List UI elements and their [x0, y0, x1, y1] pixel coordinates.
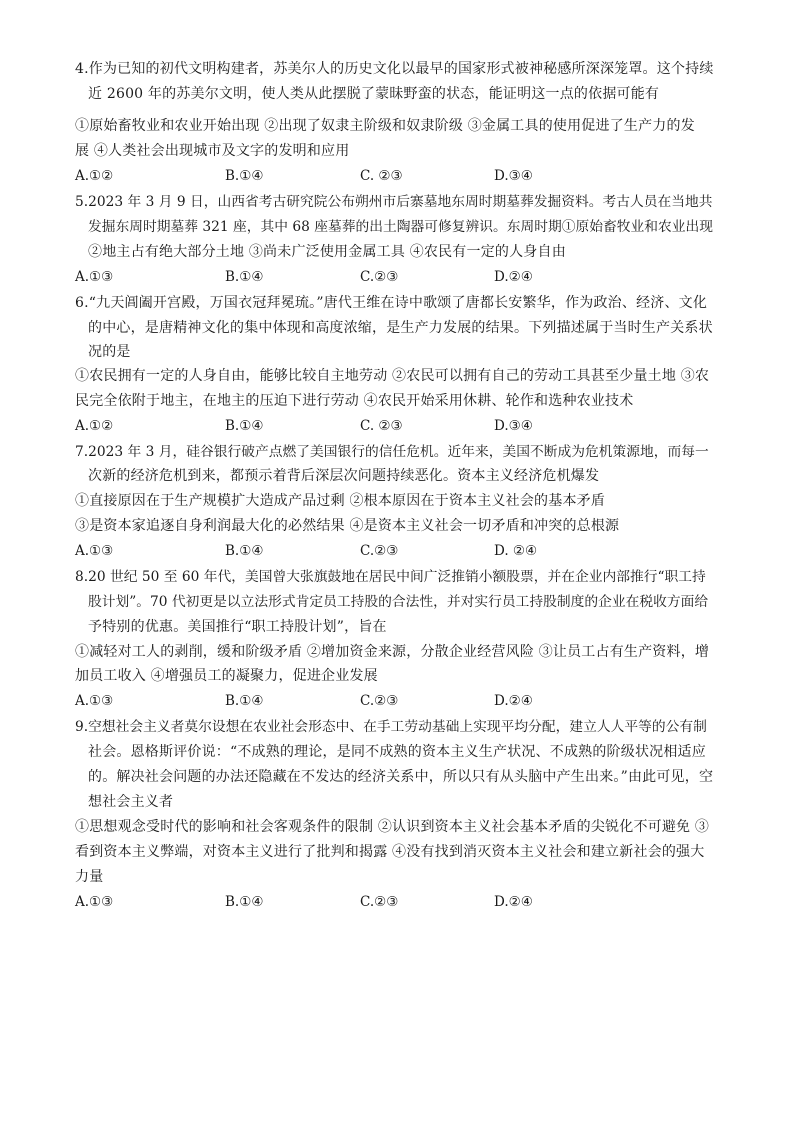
- question-item-line: 看到资本主义弊端，对资本主义进行了批判和揭露 ④没有找到消灭资本主义社会和建立新社会的强大: [75, 844, 705, 860]
- question-item-line: ①农民拥有一定的人身自由，能够比较自主地劳动 ②农民可以拥有自己的劳动工具甚至少量土地 ③农: [75, 368, 710, 384]
- option-d: D. ②④: [494, 543, 538, 559]
- question-stem-line: 予特别的优惠。美国推行“职工持股计划”，旨在: [88, 619, 387, 635]
- option-a: A.①②: [75, 418, 114, 434]
- option-a: A.①③: [75, 894, 114, 910]
- question-stem-line: 近 2600 年的苏美尔文明，使人类从此摆脱了蒙昧野蛮的状态，能证明这一点的依据可能有: [88, 86, 660, 102]
- question-stem-line: 4.作为已知的初代文明构建者，苏美尔人的历史文化以最早的国家形式被神秘感所深深笼罩。这个持续: [75, 61, 714, 77]
- question-item-line: ①减轻对工人的剥削，缓和阶级矛盾 ②增加资金来源，分散企业经营风险 ③让员工占有生产资料，增: [75, 644, 710, 660]
- question-stem-line: 9.空想社会主义者莫尔设想在农业社会形态中、在手工劳动基础上实现平均分配，建立人人平等的公有制: [75, 719, 707, 735]
- question-stem-line: 的。解决社会问题的办法还隐藏在不发达的经济关系中，所以只有从头脑中产生出来。”由此可见，空: [88, 769, 714, 785]
- option-d: D.②④: [494, 269, 533, 285]
- option-d: D.②④: [494, 693, 533, 709]
- option-a: A.①③: [75, 543, 114, 559]
- question-item-line: ①原始畜牧业和农业开始出现 ②出现了奴隶主阶级和奴隶阶级 ③金属工具的使用促进了生产力的发: [75, 118, 695, 134]
- option-c: C. ②③: [360, 168, 403, 184]
- question-item-line: 加员工收入 ④增强员工的凝聚力，促进企业发展: [75, 668, 378, 684]
- option-c: C.②③: [360, 269, 399, 285]
- option-c: C. ②③: [360, 418, 403, 434]
- option-a: A.①③: [75, 693, 114, 709]
- question-item-line: 展 ④人类社会出现城市及文字的发明和应用: [75, 143, 350, 159]
- option-a: A.①②: [75, 168, 114, 184]
- option-d: D.②④: [494, 894, 533, 910]
- option-b: B.①④: [225, 543, 264, 559]
- option-c: C.②③: [360, 543, 399, 559]
- question-stem-line: 的中心，是唐精神文化的集中体现和高度浓缩，是生产力发展的结果。下列描述属于当时生产关系状: [88, 320, 713, 336]
- question-stem-line: 社会。恩格斯评价说：“不成熟的理论，是同不成熟的资本主义生产状况、不成熟的阶级状况相适应: [88, 744, 706, 760]
- question-stem-line: ②地主占有绝大部分土地 ③尚未广泛使用金属工具 ④农民有一定的人身自由: [88, 244, 566, 260]
- option-b: B.①④: [225, 418, 264, 434]
- option-b: B.①④: [225, 693, 264, 709]
- question-stem-line: 发掘东周时期墓葬 321 座，其中 68 座墓葬的出土陶器可修复辨识。东周时期①原始畜牧业和农业出现: [88, 219, 713, 235]
- option-c: C.②③: [360, 894, 399, 910]
- option-b: B.①④: [225, 894, 264, 910]
- question-stem-line: 8.20 世纪 50 至 60 年代，美国曾大张旗鼓地在居民中间广泛推销小额股票，并在企业内部推行“职工持: [75, 569, 706, 585]
- option-d: D.③④: [494, 168, 533, 184]
- option-c: C.②③: [360, 693, 399, 709]
- question-stem-line: 况的是: [88, 344, 131, 360]
- option-a: A.①③: [75, 269, 114, 285]
- question-stem-line: 次新的经济危机到来，都预示着背后深层次问题持续恶化。资本主义经济危机爆发: [88, 468, 600, 484]
- question-stem-line: 5.2023 年 3 月 9 日，山西省考古研究院公布朔州市后寨墓地东周时期墓葬发掘资料。考古人员在当地共: [75, 194, 713, 210]
- question-item-line: 民完全依附于地主，在地主的压迫下进行劳动 ④农民开始采用休耕、轮作和选种农业技术: [75, 393, 634, 409]
- question-stem-line: 6.“九天阊阖开宫殿，万国衣冠拜冕琉。”唐代王维在诗中歌颂了唐都长安繁华，作为政治、经济、文化: [75, 295, 708, 311]
- question-stem-line: 7.2023 年 3 月，硅谷银行破产点燃了美国银行的信任危机。近年来，美国不断成为危机策源地，而每一: [75, 444, 709, 460]
- question-item-line: ①思想观念受时代的影响和社会客观条件的限制 ②认识到资本主义社会基本矛盾的尖锐化不可避免 ③: [75, 819, 710, 835]
- question-stem-line: 股计划”。70 代初更是以立法形式肯定员工持股的合法性，并对实行员工持股制度的企业在税收方面给: [88, 594, 709, 610]
- option-b: B.①④: [225, 269, 264, 285]
- option-b: B.①④: [225, 168, 264, 184]
- question-item-line: ③是资本家追逐自身利润最大化的必然结果 ④是资本主义社会一切矛盾和冲突的总根源: [75, 518, 620, 534]
- question-item-line: ①直接原因在于生产规模扩大造成产品过剩 ②根本原因在于资本主义社会的基本矛盾: [75, 493, 606, 509]
- question-item-line: 力量: [75, 869, 104, 885]
- question-stem-line: 想社会主义者: [88, 794, 174, 810]
- option-d: D.③④: [494, 418, 533, 434]
